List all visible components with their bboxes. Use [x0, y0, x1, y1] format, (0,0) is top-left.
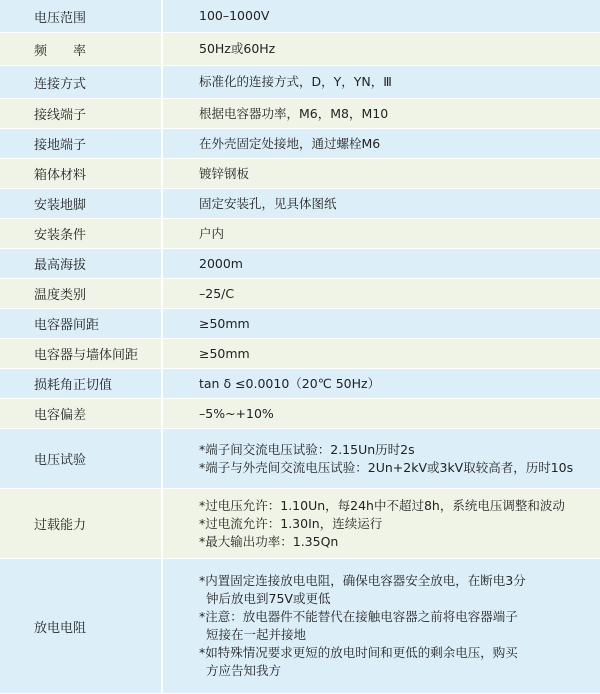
value-line: *注意：放电器件不能替代在接触电容器之前将电容器端子 [199, 609, 518, 624]
row-value [163, 279, 600, 308]
value-line: 方应告知我方 [206, 663, 282, 678]
row-label: 连接方式 [0, 66, 163, 98]
row-value [163, 33, 600, 65]
row-label: 安装地脚 [0, 189, 163, 218]
value-line: –25/C [199, 285, 235, 301]
row-label: 箱体材料 [0, 159, 163, 188]
value-line: 短接在一起并接地 [206, 627, 307, 642]
table-row [0, 309, 600, 339]
row-label: 电压试验 [0, 429, 163, 488]
row-label: 损耗角正切值 [0, 369, 163, 398]
row-value [163, 129, 600, 158]
value-line: 50Hz或60Hz [199, 41, 276, 56]
table-row [0, 0, 600, 33]
table-row [0, 339, 600, 369]
value-line: 户内 [199, 225, 225, 241]
row-label: 电容器与墙体间距 [0, 339, 163, 368]
row-value [163, 399, 600, 428]
row-label: 接线端子 [0, 99, 163, 128]
table-row [0, 129, 600, 159]
value-line: *最大输出功率：1.35Qn [199, 533, 339, 549]
row-value [163, 489, 600, 558]
row-value [163, 429, 600, 488]
value-line: ≥50mm [199, 345, 250, 361]
value-line: 在外壳固定处接地，通过螺栓M6 [199, 135, 381, 151]
value-line: *过电流允许：1.30In，连续运行 [199, 515, 383, 531]
value-line: *过电压允许：1.10Un，每24h中不超过8h，系统电压调整和波动 [199, 497, 565, 513]
value-line: 标准化的连接方式，D，Y，YN，Ⅲ [199, 74, 392, 89]
value-line: 固定安装孔，见具体图纸 [199, 195, 337, 211]
value-line: *端子间交流电压试验：2.15Un历时2s [199, 441, 415, 457]
row-value [163, 189, 600, 218]
row-value [163, 0, 600, 32]
row-value [163, 159, 600, 188]
row-label: 过载能力 [0, 489, 163, 558]
table-row [0, 489, 600, 559]
row-value [163, 369, 600, 398]
row-value [163, 339, 600, 368]
value-line: *内置固定连接放电电阻，确保电容器安全放电，在断电3分 [199, 573, 526, 588]
table-row [0, 189, 600, 219]
table-row [0, 66, 600, 99]
row-label: 电压范围 [0, 0, 163, 32]
row-value [163, 559, 600, 693]
table-row [0, 219, 600, 249]
value-line: 镀锌钢板 [199, 165, 250, 181]
row-label: 接地端子 [0, 129, 163, 158]
row-label: 放电电阻 [0, 559, 163, 693]
table-row [0, 33, 600, 66]
value-line: ≥50mm [199, 315, 250, 331]
table-row [0, 429, 600, 489]
value-line: *端子与外壳间交流电压试验：2Un+2kV或3kV取较高者，历时10s [199, 459, 574, 475]
row-label: 电容偏差 [0, 399, 163, 428]
row-value [163, 219, 600, 248]
row-label: 温度类别 [0, 279, 163, 308]
value-line: 根据电容器功率，M6，M8，M10 [199, 105, 389, 121]
table-row [0, 159, 600, 189]
value-line: 钟后放电到75V或更低 [206, 591, 331, 606]
table-row [0, 559, 600, 694]
row-label: 频 率 [0, 33, 163, 65]
row-label: 电容器间距 [0, 309, 163, 338]
value-line: 2000m [199, 255, 243, 271]
row-value [163, 249, 600, 278]
table-row [0, 399, 600, 429]
table-row [0, 99, 600, 129]
value-line: 100–1000V [199, 8, 270, 23]
table-row [0, 369, 600, 399]
value-line: tan δ ≤0.0010（20℃ 50Hz） [199, 375, 381, 391]
row-value [163, 309, 600, 338]
table-row [0, 249, 600, 279]
table-row [0, 279, 600, 309]
row-value [163, 99, 600, 128]
row-value [163, 66, 600, 98]
value-line: –5%~+10% [199, 405, 274, 421]
row-label: 最高海拔 [0, 249, 163, 278]
value-line: *如特殊情况要求更短的放电时间和更低的剩余电压，购买 [199, 645, 518, 660]
row-label: 安装条件 [0, 219, 163, 248]
